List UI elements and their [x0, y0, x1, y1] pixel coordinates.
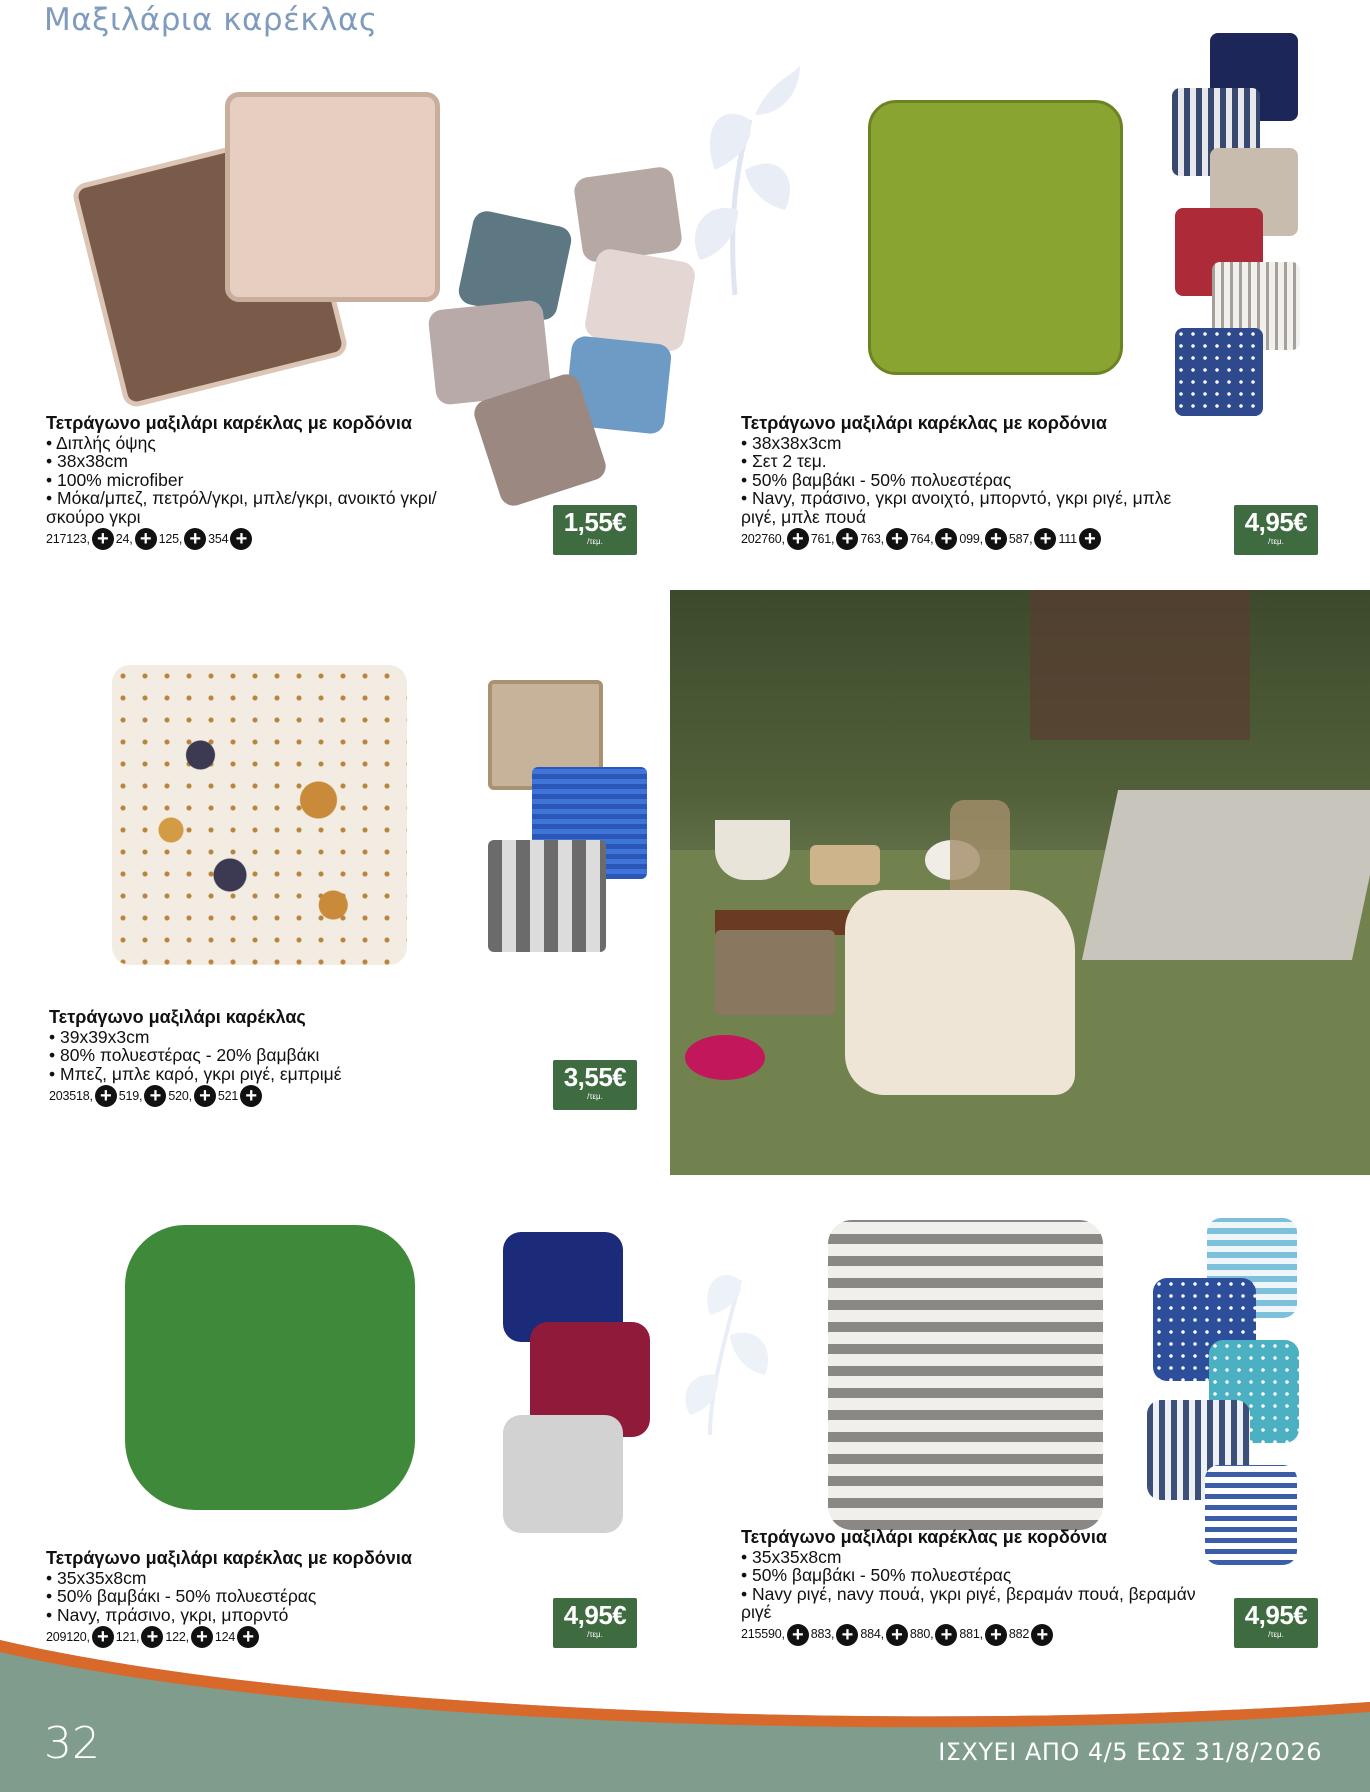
plus-icon: + — [886, 1624, 908, 1646]
product-feature: • Navy, πράσινο, γκρι, μπορντό — [46, 1604, 289, 1625]
price-unit: /τεμ. — [587, 537, 603, 546]
plus-icon: + — [92, 1626, 114, 1648]
plus-icon: + — [184, 528, 206, 550]
product-code: 761, — [810, 531, 835, 546]
product-feature: • 35x35x8cm — [46, 1567, 147, 1588]
product-code: 882 — [1008, 1627, 1030, 1642]
plus-icon: + — [985, 1624, 1007, 1646]
product-5-info — [741, 1528, 1211, 1646]
product-feature: • Navy, πράσινο, γκρι ανοιχτό, μπορντό, γκρι ριγέ, μπλε ριγέ, μπλε πουά — [741, 488, 1172, 527]
product-feature: • Διπλής όψης — [46, 432, 156, 453]
price-unit: /τεμ. — [587, 1630, 603, 1639]
plus-icon: + — [836, 1624, 858, 1646]
plus-icon: + — [787, 1624, 809, 1646]
product-code: 763, — [860, 531, 884, 546]
plus-icon: + — [191, 1626, 213, 1648]
footer-band — [0, 1640, 1370, 1792]
product-3-info — [49, 1008, 489, 1107]
plus-icon: + — [1034, 528, 1056, 550]
product-title: Τετράγωνο μαξιλάρι καρέκλας με κορδόνια — [46, 1548, 412, 1568]
product-code: 883, — [810, 1627, 835, 1642]
plus-icon: + — [141, 1626, 163, 1648]
product-code: 217123, — [46, 531, 90, 546]
product-code: 519, — [118, 1088, 143, 1103]
product-code: 111 — [1058, 531, 1077, 546]
plus-icon: + — [935, 1624, 957, 1646]
product-code: 521 — [217, 1088, 239, 1103]
product-code: 520, — [168, 1088, 192, 1103]
product-feature: • 50% βαμβάκι - 50% πολυεστέρας — [46, 1586, 317, 1606]
product-code: 202760, — [741, 531, 785, 546]
product-feature: • 80% πολυεστέρας - 20% βαμβάκι — [49, 1045, 320, 1065]
plus-icon: + — [144, 1085, 166, 1107]
plus-icon: + — [194, 1085, 216, 1107]
product-code: 203518, — [49, 1088, 93, 1103]
product-code: 121, — [115, 1629, 140, 1644]
product-codes — [741, 528, 1211, 550]
plus-icon: + — [95, 1085, 117, 1107]
price-unit: /τεμ. — [1268, 1630, 1284, 1639]
validity-text: ΙΣΧΥΕΙ ΑΠΟ 4/5 ΕΩΣ 31/8/2026 — [938, 1738, 1322, 1766]
price-amount: 4,95€ — [1244, 507, 1308, 537]
product-code: 354 — [208, 531, 229, 546]
plus-icon: + — [135, 528, 157, 550]
product-code: 215590, — [741, 1627, 785, 1642]
page-number: 32 — [44, 1718, 100, 1769]
product-feature: • 38x38x3cm — [741, 432, 842, 453]
page-title: Μαξιλάρια καρέκλας — [44, 2, 378, 38]
product-feature: • Μόκα/μπεζ, πετρόλ/γκρι, μπλε/γκρι, ανοικτό γκρι/σκούρο γκρι — [46, 488, 437, 527]
plus-icon: + — [935, 528, 957, 550]
product-title: Τετράγωνο μαξιλάρι καρέκλας — [49, 1007, 306, 1027]
product-feature: • 35x35x8cm — [741, 1546, 842, 1567]
plus-icon: + — [787, 528, 809, 550]
plus-icon: + — [237, 1626, 259, 1648]
decorative-leaf-bottom — [670, 1240, 780, 1440]
product-codes — [46, 528, 476, 550]
lifestyle-photo — [670, 590, 1370, 1175]
product-feature: • Navy ριγέ, navy πουά, γκρι ριγέ, βεραμάν πουά, βεραμάν ριγέ — [741, 1583, 1196, 1622]
product-code: 587, — [1008, 531, 1033, 546]
product-feature: • 39x39x3cm — [49, 1026, 150, 1047]
product-title: Τετράγωνο μαξιλάρι καρέκλας με κορδόνια — [741, 413, 1107, 433]
product-code: 124 — [214, 1629, 236, 1644]
plus-icon: + — [92, 528, 114, 550]
product-feature: • 50% βαμβάκι - 50% πολυεστέρας — [741, 469, 1012, 490]
product-2-info — [741, 414, 1211, 550]
product-code: 884, — [860, 1627, 884, 1642]
price-tag — [553, 505, 637, 555]
price-amount: 4,95€ — [1244, 1600, 1308, 1630]
product-code: 099, — [959, 531, 983, 546]
product-feature: • 50% βαμβάκι - 50% πολυεστέρας — [741, 1565, 1012, 1585]
product-1-info — [46, 414, 476, 550]
plus-icon: + — [985, 528, 1007, 550]
plus-icon: + — [1031, 1624, 1053, 1646]
plus-icon: + — [230, 528, 252, 550]
product-code: 125, — [158, 531, 183, 546]
price-unit: /τεμ. — [1268, 537, 1284, 546]
price-tag — [1234, 505, 1318, 555]
plus-icon: + — [836, 528, 858, 550]
product-code: 881, — [959, 1627, 983, 1642]
product-code: 24, — [115, 531, 133, 546]
product-code: 209120, — [46, 1629, 90, 1644]
product-code: 764, — [909, 531, 934, 546]
product-code: 122, — [165, 1629, 189, 1644]
product-4-info — [46, 1549, 486, 1648]
product-feature: • Μπεζ, μπλε καρό, γκρι ριγέ, εμπριμέ — [49, 1063, 342, 1084]
product-feature: • 38x38cm — [46, 451, 128, 471]
product-title: Τετράγωνο μαξιλάρι καρέκλας με κορδόνια — [46, 413, 412, 433]
plus-icon: + — [1079, 528, 1101, 550]
price-amount: 4,95€ — [563, 1600, 627, 1630]
price-tag — [553, 1060, 637, 1110]
product-code: 880, — [909, 1627, 934, 1642]
price-amount: 3,55€ — [563, 1062, 627, 1092]
product-title: Τετράγωνο μαξιλάρι καρέκλας με κορδόνια — [741, 1527, 1107, 1547]
product-codes — [49, 1085, 489, 1107]
product-feature: • Σετ 2 τεμ. — [741, 451, 827, 471]
plus-icon: + — [240, 1085, 262, 1107]
price-unit: /τεμ. — [587, 1092, 603, 1101]
price-amount: 1,55€ — [563, 507, 627, 537]
product-feature: • 100% microfiber — [46, 469, 184, 490]
plus-icon: + — [886, 528, 908, 550]
